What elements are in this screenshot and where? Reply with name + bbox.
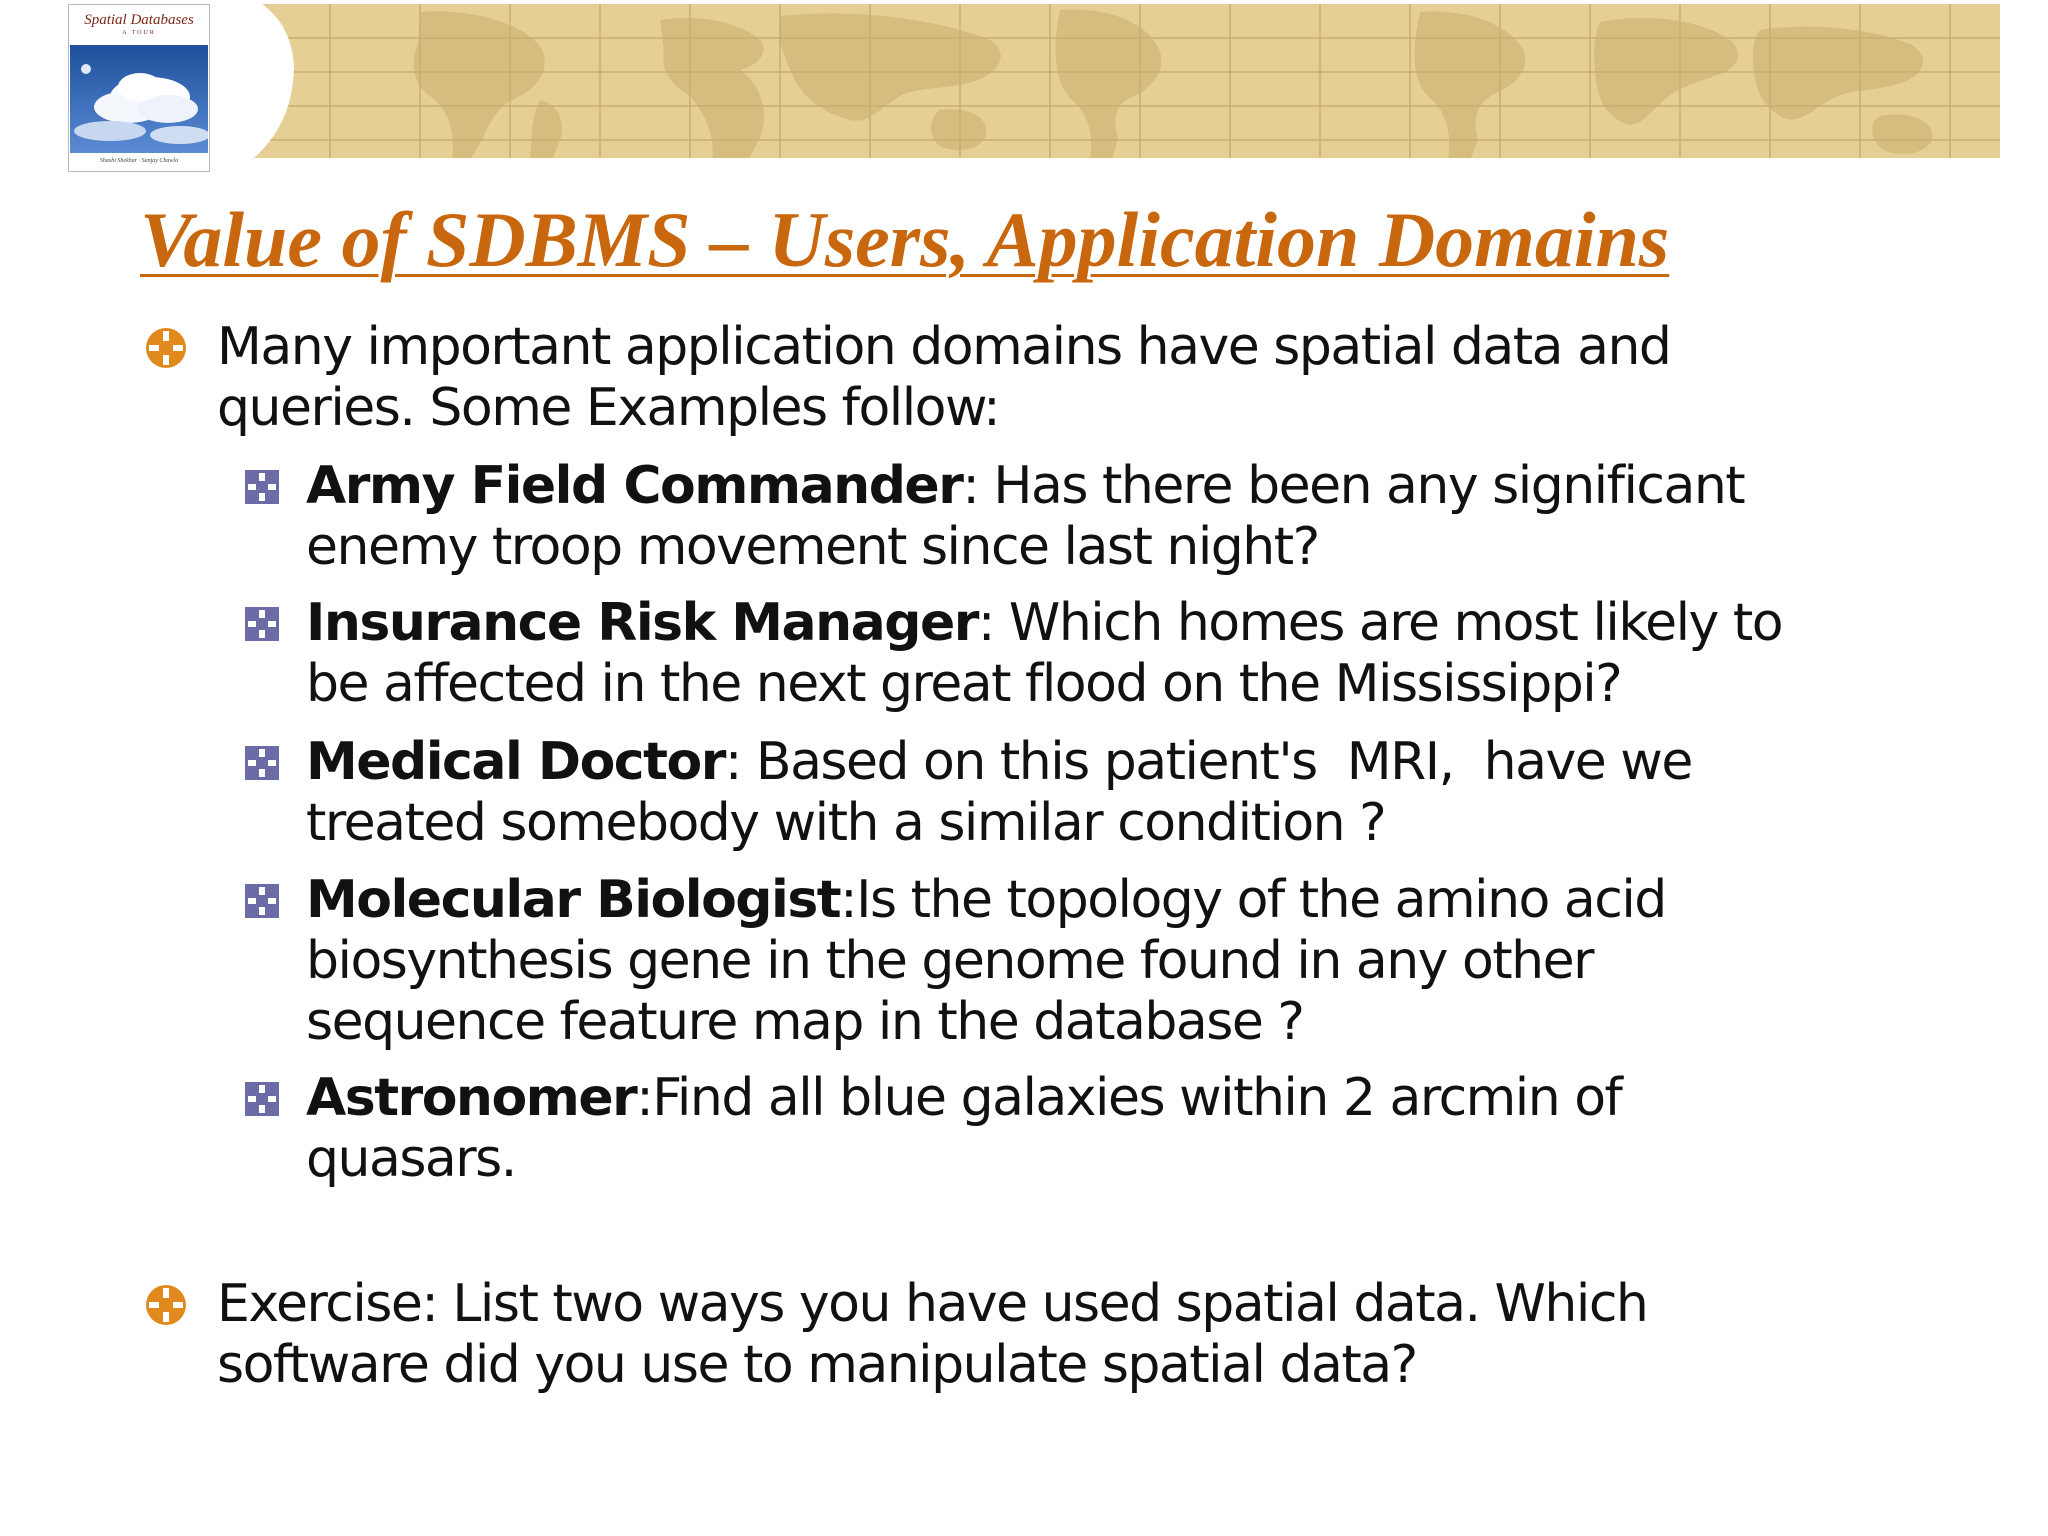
sub-bullet-insurance-line-1: Insurance Risk Manager: Which homes are most likely to bbox=[306, 593, 1783, 653]
bullet-1-line-1: Many important application domains have spatial data and bbox=[217, 317, 1671, 377]
sub-bullet-army-line-1: Army Field Commander: Has there been any significant bbox=[306, 456, 1745, 516]
bullet-2-line-2: software did you use to manipulate spatial data? bbox=[217, 1335, 1417, 1395]
world-map-banner bbox=[0, 0, 2048, 168]
sub-bullet-molecular-line-2: biosynthesis gene in the genome found in any other bbox=[306, 931, 1593, 991]
cloud-sky-image bbox=[70, 45, 208, 153]
orange-circle-bullet-icon bbox=[144, 1283, 188, 1327]
slide-title: Value of SDBMS – Users, Application Domains bbox=[140, 196, 1670, 283]
term-astronomer: Astronomer bbox=[306, 1068, 637, 1128]
term-insurance-risk-manager: Insurance Risk Manager bbox=[306, 593, 978, 653]
square-bullet-icon bbox=[245, 884, 279, 918]
square-bullet-icon bbox=[245, 607, 279, 641]
bullet-1-line-2: queries. Some Examples follow: bbox=[217, 378, 1000, 438]
book-title: Spatial Databases bbox=[84, 12, 194, 28]
orange-circle-bullet-icon bbox=[144, 326, 188, 370]
term-medical-doctor: Medical Doctor bbox=[306, 732, 725, 792]
term-molecular-biologist: Molecular Biologist bbox=[306, 870, 841, 930]
term-army-field-commander: Army Field Commander bbox=[306, 456, 963, 516]
sub-bullet-astronomer-line-1: Astronomer:Find all blue galaxies within 2 arcmin of bbox=[306, 1068, 1622, 1128]
sub-bullet-medical-line-2: treated somebody with a similar condition ? bbox=[306, 793, 1386, 853]
book-authors: Shashi Shekhar · Sanjay Chawla bbox=[99, 158, 179, 164]
sub-bullet-army-line-2: enemy troop movement since last night? bbox=[306, 517, 1319, 577]
sub-bullet-molecular-line-1: Molecular Biologist:Is the topology of the amino acid bbox=[306, 870, 1666, 930]
bullet-2-line-1: Exercise: List two ways you have used spatial data. Which bbox=[217, 1274, 1648, 1334]
square-bullet-icon bbox=[245, 746, 279, 780]
sub-bullet-astronomer-line-2: quasars. bbox=[306, 1129, 516, 1189]
book-subtitle: A TOUR bbox=[122, 30, 156, 36]
square-bullet-icon bbox=[245, 470, 279, 504]
square-bullet-icon bbox=[245, 1082, 279, 1116]
sub-bullet-molecular-line-3: sequence feature map in the database ? bbox=[306, 992, 1304, 1052]
sub-bullet-insurance-line-2: be affected in the next great flood on the Mississippi? bbox=[306, 654, 1622, 714]
sub-bullet-medical-line-1: Medical Doctor: Based on this patient's MRI, have we bbox=[306, 732, 1692, 792]
book-cover bbox=[68, 4, 210, 172]
header-banner bbox=[0, 0, 2048, 168]
